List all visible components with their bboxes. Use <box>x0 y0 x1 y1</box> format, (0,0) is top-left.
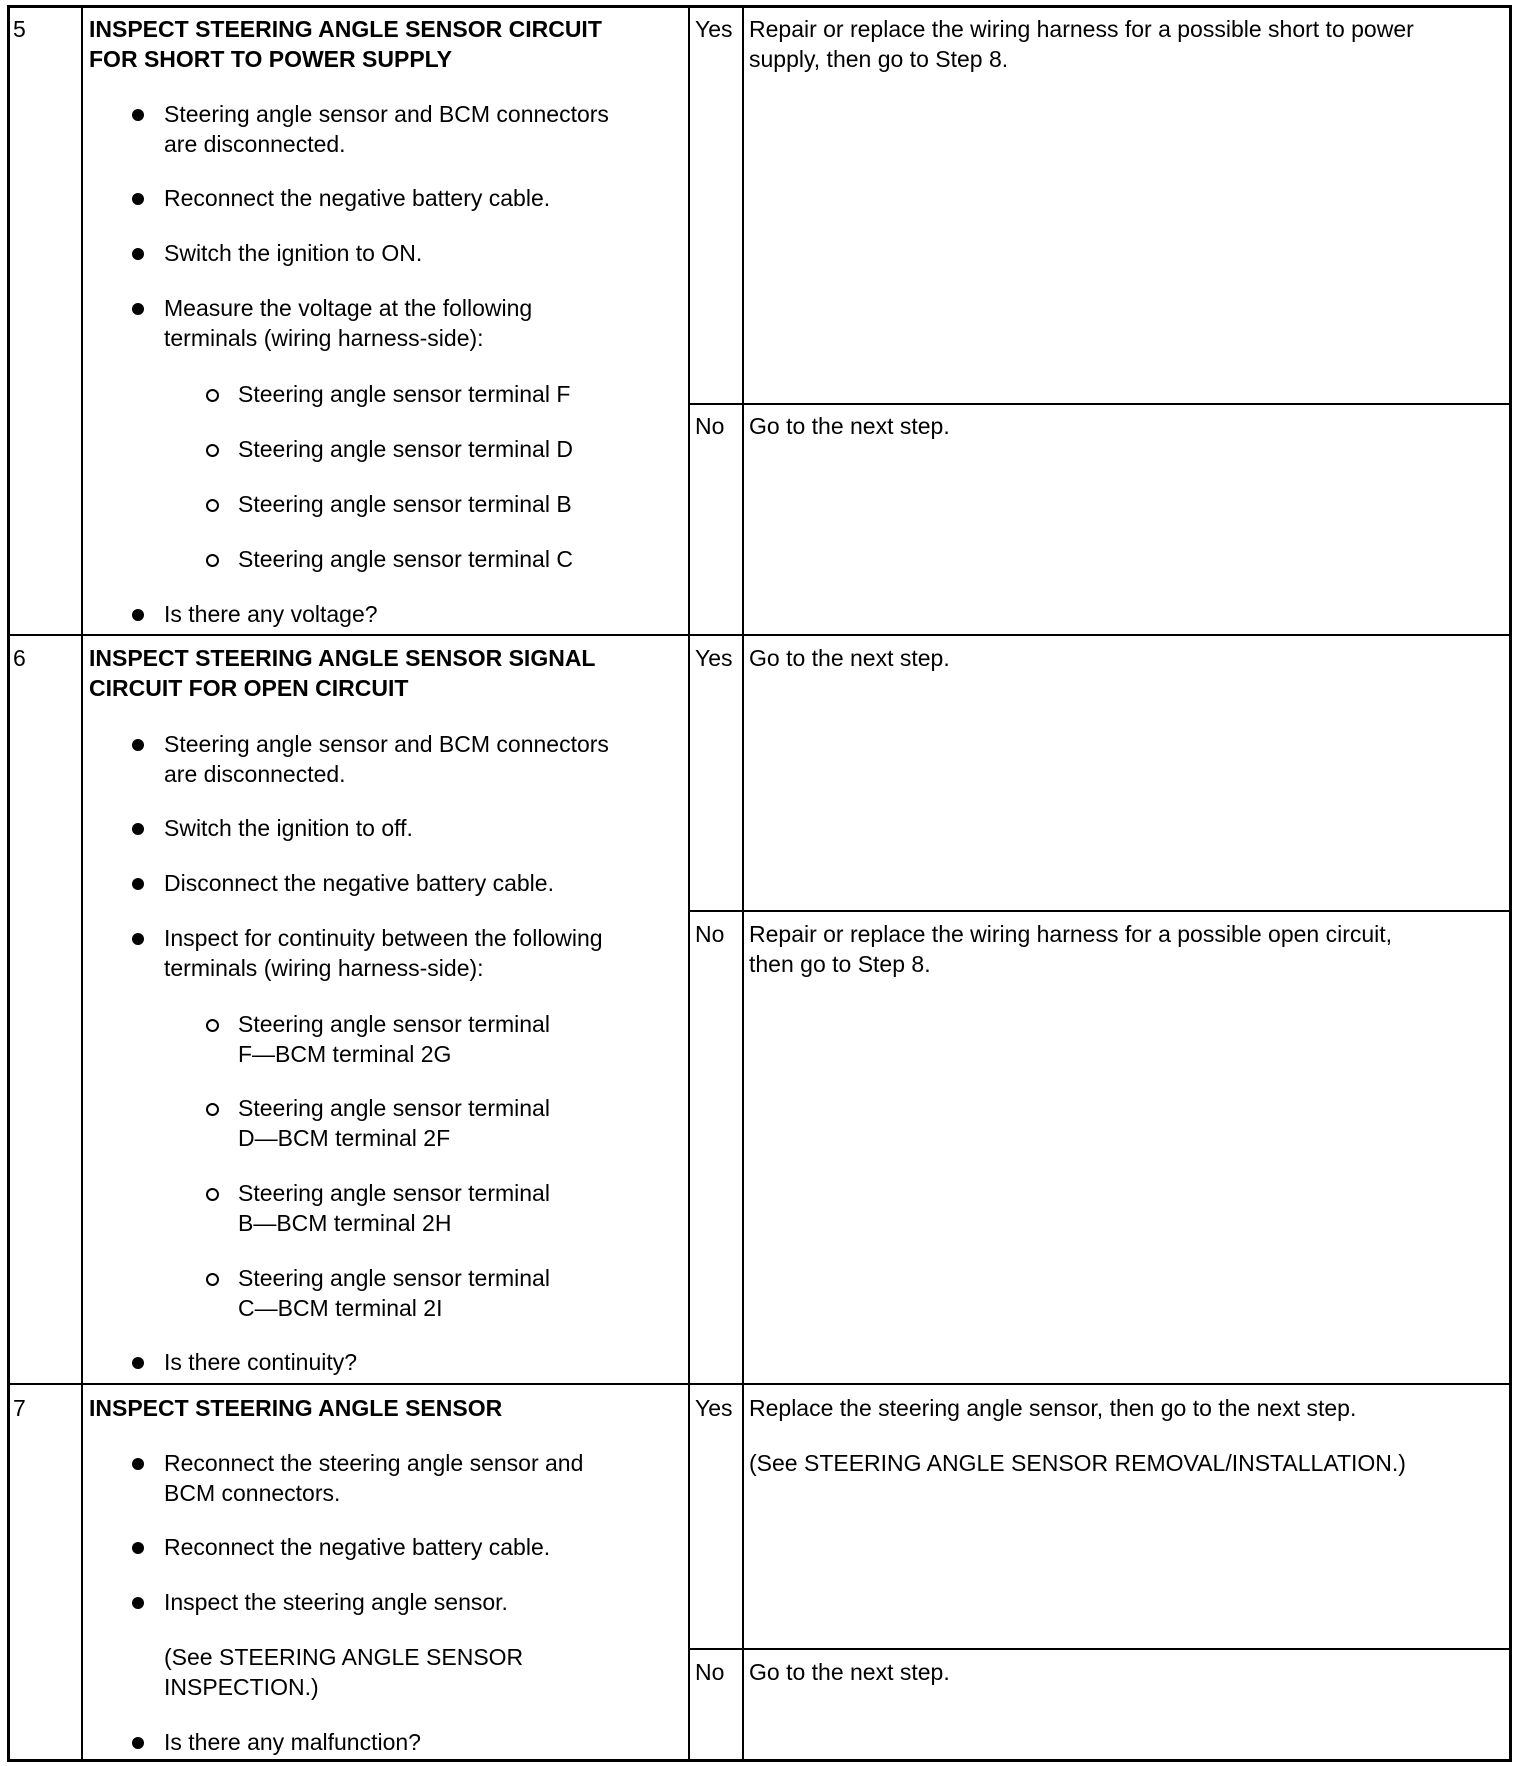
check-item: terminals (wiring harness-side): <box>164 955 484 981</box>
check-item: terminals (wiring harness-side): <box>164 325 484 351</box>
sub-item: Steering angle sensor terminal <box>238 1011 550 1037</box>
sub-item: Steering angle sensor terminal C <box>238 546 573 572</box>
bullet-icon <box>132 109 144 121</box>
sub-item: Steering angle sensor terminal D <box>238 436 573 462</box>
yes-no-divider-step-6 <box>688 910 1512 912</box>
yes-label: Yes <box>695 16 733 42</box>
step-title-line: INSPECT STEERING ANGLE SENSOR CIRCUIT <box>89 16 602 42</box>
yes-label: Yes <box>695 1395 733 1421</box>
table-border-bottom <box>7 1759 1512 1762</box>
step-title-line: FOR SHORT TO POWER SUPPLY <box>89 46 452 72</box>
yes-no-divider-step-5 <box>688 403 1512 405</box>
bullet-icon <box>132 303 144 315</box>
yes-label: Yes <box>695 645 733 671</box>
check-item: Reconnect the negative battery cable. <box>164 185 551 211</box>
bullet-icon <box>132 878 144 890</box>
bullet-icon <box>132 823 144 835</box>
sub-bullet-icon <box>206 444 219 457</box>
check-item: Measure the voltage at the following <box>164 295 533 321</box>
step-number: 5 <box>13 16 26 42</box>
check-item: are disconnected. <box>164 131 346 157</box>
bullet-icon <box>132 1737 144 1749</box>
table-border-right <box>1509 5 1512 1762</box>
check-item: Reconnect the steering angle sensor and <box>164 1450 584 1476</box>
step-title-line: INSPECT STEERING ANGLE SENSOR SIGNAL <box>89 645 596 671</box>
column-divider-number <box>81 5 83 1762</box>
sub-item: F—BCM terminal 2G <box>238 1041 452 1067</box>
check-item: are disconnected. <box>164 761 346 787</box>
bullet-icon <box>132 933 144 945</box>
column-divider-action <box>688 5 690 1762</box>
no-action: Go to the next step. <box>749 1659 950 1685</box>
table-border-top <box>7 5 1512 8</box>
sub-item: D—BCM terminal 2F <box>238 1125 451 1151</box>
check-question: Is there any voltage? <box>164 601 378 627</box>
column-divider-result <box>742 5 744 1762</box>
check-item: Inspect the steering angle sensor. <box>164 1589 508 1615</box>
sub-item: Steering angle sensor terminal F <box>238 381 571 407</box>
no-label: No <box>695 921 725 947</box>
row-divider-step-6-7 <box>7 1383 1512 1385</box>
bullet-icon <box>132 248 144 260</box>
yes-action: (See STEERING ANGLE SENSOR REMOVAL/INSTALLATION.) <box>749 1450 1406 1476</box>
check-item-note: INSPECTION.) <box>164 1674 319 1700</box>
bullet-icon <box>132 1597 144 1609</box>
no-action: Go to the next step. <box>749 413 950 439</box>
no-label: No <box>695 413 725 439</box>
bullet-icon <box>132 193 144 205</box>
sub-bullet-icon <box>206 1019 219 1032</box>
check-item: Inspect for continuity between the following <box>164 925 603 951</box>
yes-action: Replace the steering angle sensor, then go to the next step. <box>749 1395 1357 1421</box>
sub-bullet-icon <box>206 1103 219 1116</box>
check-item: Disconnect the negative battery cable. <box>164 870 554 896</box>
sub-item: Steering angle sensor terminal B <box>238 491 572 517</box>
sub-bullet-icon <box>206 1273 219 1286</box>
check-item-note: (See STEERING ANGLE SENSOR <box>164 1644 524 1670</box>
sub-item: C—BCM terminal 2I <box>238 1295 443 1321</box>
check-item: Steering angle sensor and BCM connectors <box>164 101 609 127</box>
bullet-icon <box>132 1357 144 1369</box>
sub-bullet-icon <box>206 389 219 402</box>
bullet-icon <box>132 609 144 621</box>
no-action: Repair or replace the wiring harness for a possible open circuit, <box>749 921 1393 947</box>
no-action: then go to Step 8. <box>749 951 931 977</box>
yes-action: Go to the next step. <box>749 645 950 671</box>
bullet-icon <box>132 1542 144 1554</box>
yes-action: supply, then go to Step 8. <box>749 46 1009 72</box>
step-title-line: CIRCUIT FOR OPEN CIRCUIT <box>89 675 409 701</box>
step-number: 7 <box>13 1395 26 1421</box>
sub-item: Steering angle sensor terminal <box>238 1180 550 1206</box>
check-item: BCM connectors. <box>164 1480 341 1506</box>
sub-item: B—BCM terminal 2H <box>238 1210 452 1236</box>
sub-bullet-icon <box>206 499 219 512</box>
sub-item: Steering angle sensor terminal <box>238 1265 550 1291</box>
row-divider-step-5-6 <box>7 634 1512 636</box>
no-label: No <box>695 1659 725 1685</box>
check-item: Steering angle sensor and BCM connectors <box>164 731 609 757</box>
sub-bullet-icon <box>206 1188 219 1201</box>
step-number: 6 <box>13 645 26 671</box>
table-border-left <box>7 5 10 1762</box>
bullet-icon <box>132 1458 144 1470</box>
sub-bullet-icon <box>206 554 219 567</box>
sub-item: Steering angle sensor terminal <box>238 1095 550 1121</box>
check-question: Is there continuity? <box>164 1349 358 1375</box>
check-question: Is there any malfunction? <box>164 1729 421 1755</box>
check-item: Switch the ignition to ON. <box>164 240 423 266</box>
step-title-line: INSPECT STEERING ANGLE SENSOR <box>89 1395 503 1421</box>
yes-no-divider-step-7 <box>688 1648 1512 1650</box>
check-item: Switch the ignition to off. <box>164 815 413 841</box>
yes-action: Repair or replace the wiring harness for a possible short to power <box>749 16 1414 42</box>
check-item: Reconnect the negative battery cable. <box>164 1534 551 1560</box>
bullet-icon <box>132 739 144 751</box>
